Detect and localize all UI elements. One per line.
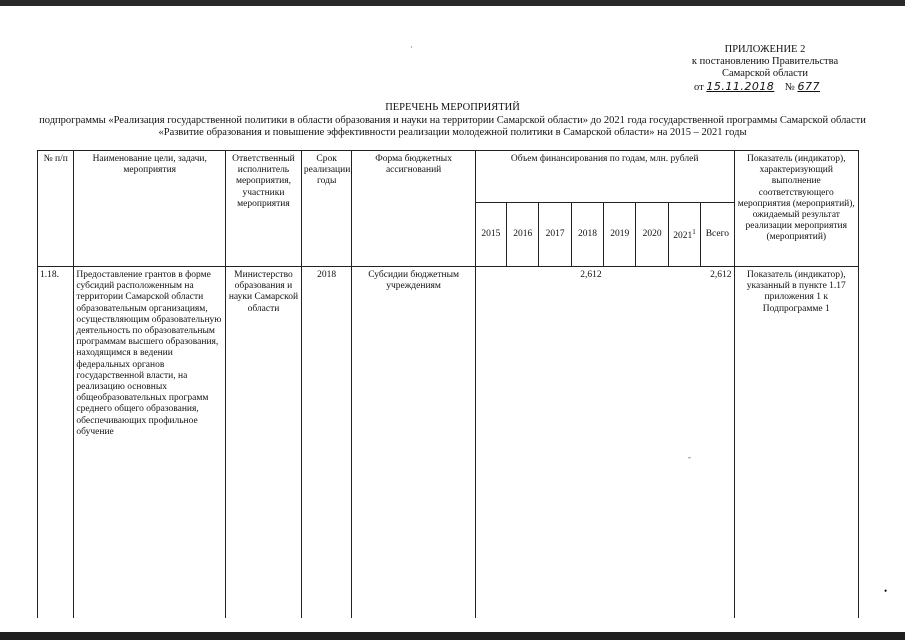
row-value-total: 2,612 bbox=[701, 267, 734, 619]
header-executor: Ответственный исполнитель мероприятия, участники мероприятия bbox=[226, 151, 302, 267]
row-value-2020 bbox=[636, 267, 668, 619]
document-subtitle: подпрограммы «Реализация государственной политики в области образования и науки на территории Самарской области» до 2021 года государственной программы Самарской области «Развитие образования и повышение эффективности реализации молодежной политики в Самарской области» на 2015 – 2021 годы bbox=[39, 115, 866, 138]
scan-speck: · bbox=[410, 42, 413, 52]
header-year-2015: 2015 bbox=[475, 203, 506, 267]
header-form: Форма бюджетных ассигнований bbox=[352, 151, 475, 267]
header-indicator: Показатель (индикатор), характеризующий выполнение соответствующего мероприятия (мероприятий), ожидаемый результат реализации мероприятия (мероприятий) bbox=[734, 151, 858, 267]
header-year-2017: 2017 bbox=[539, 203, 571, 267]
number-value: 677 bbox=[797, 80, 820, 93]
header-num: № п/п bbox=[38, 151, 74, 267]
header-year-2021 bbox=[668, 203, 700, 267]
header-year-2016: 2016 bbox=[507, 203, 539, 267]
row-term: 2018 bbox=[301, 267, 352, 619]
header-term: Срок реализации, годы bbox=[301, 151, 352, 267]
header-year-2018: 2018 bbox=[571, 203, 603, 267]
scan-edge-bottom bbox=[0, 632, 905, 640]
table-row bbox=[38, 267, 859, 619]
activities-table bbox=[37, 150, 859, 618]
header-name: Наименование цели, задачи, мероприятия bbox=[74, 151, 226, 267]
scan-edge-top bbox=[0, 0, 905, 6]
document-title: ПЕРЕЧЕНЬ МЕРОПРИЯТИЙ bbox=[385, 102, 520, 113]
row-indicator: Показатель (индикатор), указанный в пункте 1.17 приложения 1 к Подпрограмме 1 bbox=[734, 267, 858, 619]
date-line bbox=[690, 81, 840, 94]
scan-speck: • bbox=[884, 586, 888, 596]
appendix-title: ПРИЛОЖЕНИЕ 2 bbox=[724, 44, 806, 55]
year-2021-label: 2021 bbox=[673, 230, 693, 241]
row-name: Предоставление грантов в форме субсидий расположенным на территории Самарской области образовательным организациям, осуществляющим образовательную деятельность по образовательным программам высшего образования, находящимся в ведении федеральных органов государственной власти, на реализацию основных общеобразовательных программ среднего общего образования, обеспечивающих профильное обучение bbox=[74, 267, 226, 619]
year-2021-footnote: 1 bbox=[692, 227, 696, 236]
row-form: Субсидии бюджетным учреждениям bbox=[352, 267, 475, 619]
row-value-2016 bbox=[507, 267, 539, 619]
row-value-2018: 2,612 bbox=[571, 267, 603, 619]
row-value-2015 bbox=[475, 267, 506, 619]
row-num: 1.18. bbox=[38, 267, 74, 619]
appendix-line2: к постановлению Правительства bbox=[691, 56, 839, 67]
date-prefix: от bbox=[694, 82, 704, 93]
row-executor: Министерство образования и науки Самарской области bbox=[226, 267, 302, 619]
header-year-2019: 2019 bbox=[604, 203, 636, 267]
appendix-block bbox=[690, 44, 840, 94]
number-prefix: № bbox=[784, 82, 795, 93]
header-total: Всего bbox=[701, 203, 734, 267]
row-value-2019 bbox=[604, 267, 636, 619]
header-funding: Объем финансирования по годам, млн. рублей bbox=[475, 151, 734, 203]
date-value: 15.11.2018 bbox=[706, 80, 775, 93]
scan-speck: - bbox=[688, 452, 691, 462]
row-value-2017 bbox=[539, 267, 571, 619]
row-value-2021 bbox=[668, 267, 700, 619]
appendix-line3: Самарской области bbox=[722, 68, 808, 79]
header-year-2020: 2020 bbox=[636, 203, 668, 267]
